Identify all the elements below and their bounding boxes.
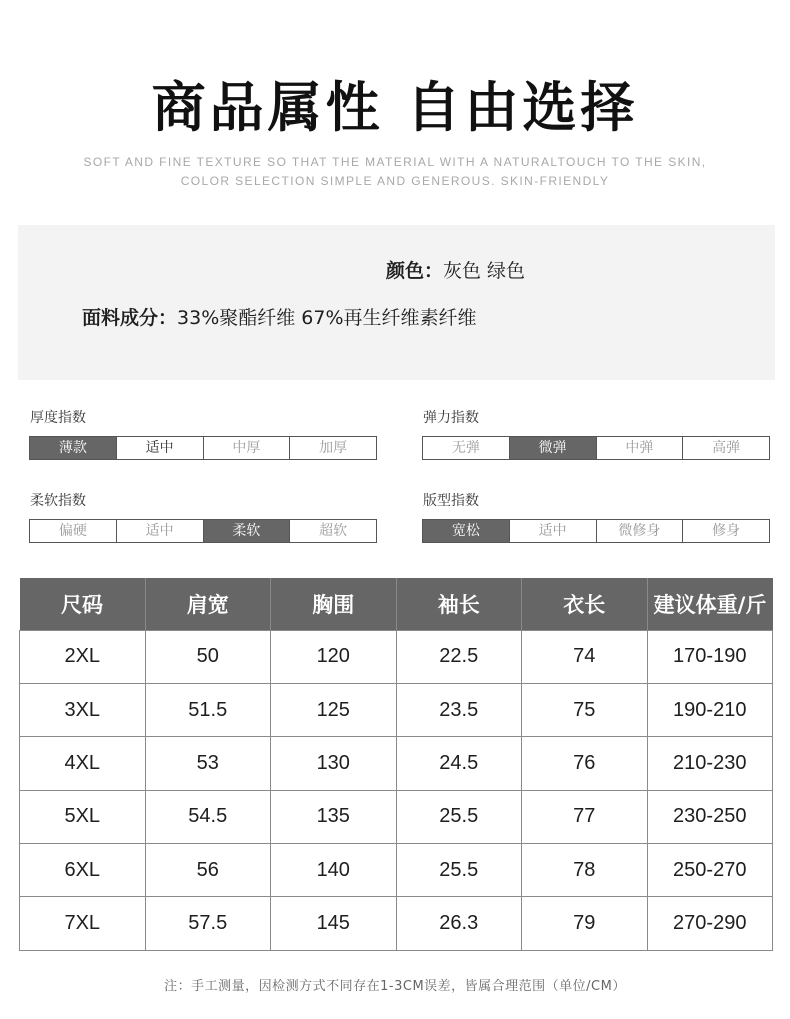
thickness-option: 加厚 xyxy=(289,437,376,459)
table-cell: 77 xyxy=(522,790,648,843)
fabric-value: 33%聚酯纤维 67%再生纤维素纤维 xyxy=(177,307,477,329)
table-cell: 270-290 xyxy=(647,897,773,950)
table-cell: 26.3 xyxy=(396,897,522,950)
table-row xyxy=(20,683,773,736)
thickness-option: 薄款 xyxy=(30,437,116,459)
fit-option: 宽松 xyxy=(423,520,509,542)
table-row xyxy=(20,630,773,683)
elasticity-option: 中弹 xyxy=(596,437,683,459)
color-attribute xyxy=(386,258,525,284)
table-cell: 74 xyxy=(522,630,648,683)
table-cell: 56 xyxy=(145,844,271,897)
table-cell: 130 xyxy=(271,737,397,790)
table-cell: 170-190 xyxy=(647,630,773,683)
table-cell: 3XL xyxy=(20,683,146,736)
table-cell: 125 xyxy=(271,683,397,736)
table-cell: 4XL xyxy=(20,737,146,790)
column-header-chest: 胸围 xyxy=(271,578,397,630)
table-cell: 2XL xyxy=(20,630,146,683)
table-cell: 57.5 xyxy=(145,897,271,950)
softness-option: 超软 xyxy=(289,520,376,542)
elasticity-index-title: 弹力指数 xyxy=(423,410,479,426)
fit-index-title: 版型指数 xyxy=(423,493,479,509)
thickness-index-scale xyxy=(29,436,377,460)
column-header-length: 衣长 xyxy=(522,578,648,630)
table-row xyxy=(20,737,773,790)
softness-option: 适中 xyxy=(116,520,203,542)
table-cell: 53 xyxy=(145,737,271,790)
table-cell: 76 xyxy=(522,737,648,790)
page-title: 商品属性 自由选择 xyxy=(151,76,639,139)
column-header-weight: 建议体重/斤 xyxy=(647,578,773,630)
table-cell: 7XL xyxy=(20,897,146,950)
table-row xyxy=(20,790,773,843)
table-header-row xyxy=(20,578,773,630)
subtitle-line-2: COLOR SELECTION SIMPLE AND GENEROUS. SKIN-FRIENDLY xyxy=(180,174,610,188)
fit-option: 适中 xyxy=(509,520,596,542)
table-cell: 25.5 xyxy=(396,844,522,897)
table-cell: 6XL xyxy=(20,844,146,897)
fabric-attribute xyxy=(82,305,477,331)
table-cell: 54.5 xyxy=(145,790,271,843)
table-row xyxy=(20,844,773,897)
fit-option: 修身 xyxy=(682,520,769,542)
table-cell: 50 xyxy=(145,630,271,683)
table-cell: 210-230 xyxy=(647,737,773,790)
fit-index-scale xyxy=(422,519,770,543)
thickness-option: 适中 xyxy=(116,437,203,459)
elasticity-option: 无弹 xyxy=(451,440,480,456)
table-cell: 23.5 xyxy=(396,683,522,736)
table-cell: 145 xyxy=(271,897,397,950)
table-cell: 51.5 xyxy=(145,683,271,736)
table-cell: 79 xyxy=(522,897,648,950)
table-cell: 140 xyxy=(271,844,397,897)
fabric-label: 面料成分： xyxy=(82,307,178,329)
table-cell: 75 xyxy=(522,683,648,736)
table-cell: 135 xyxy=(271,790,397,843)
attribute-panel xyxy=(18,225,775,380)
softness-index-title: 柔软指数 xyxy=(30,493,86,509)
table-cell: 230-250 xyxy=(647,790,773,843)
table-cell: 5XL xyxy=(20,790,146,843)
thickness-index-title: 厚度指数 xyxy=(30,410,86,426)
column-header-shoulder: 肩宽 xyxy=(145,578,271,630)
table-cell: 120 xyxy=(271,630,397,683)
elasticity-option: 高弹 xyxy=(682,437,769,459)
table-cell: 190-210 xyxy=(647,683,773,736)
table-cell: 250-270 xyxy=(647,844,773,897)
fit-option: 微修身 xyxy=(596,520,683,542)
softness-index-scale xyxy=(29,519,377,543)
table-cell: 78 xyxy=(522,844,648,897)
softness-option: 偏硬 xyxy=(58,523,87,539)
softness-option: 柔软 xyxy=(203,520,290,542)
size-chart-table xyxy=(19,578,773,951)
column-header-sleeve: 袖长 xyxy=(396,578,522,630)
measurement-note: 注：手工测量，因检测方式不同存在1-3CM误差，皆属合理范围（单位/CM） xyxy=(164,979,626,994)
thickness-option: 中厚 xyxy=(203,437,290,459)
subtitle-line-1: SOFT AND FINE TEXTURE SO THAT THE MATERIAL WITH A NATURALTOUCH TO THE SKIN, xyxy=(83,155,707,169)
color-label: 颜色： xyxy=(386,260,444,282)
table-cell: 22.5 xyxy=(396,630,522,683)
table-row xyxy=(20,897,773,950)
table-cell: 24.5 xyxy=(396,737,522,790)
table-cell: 25.5 xyxy=(396,790,522,843)
color-value: 灰色 绿色 xyxy=(443,260,526,282)
elasticity-option: 微弹 xyxy=(509,437,596,459)
elasticity-index-scale xyxy=(422,436,770,460)
column-header-size: 尺码 xyxy=(20,578,146,630)
